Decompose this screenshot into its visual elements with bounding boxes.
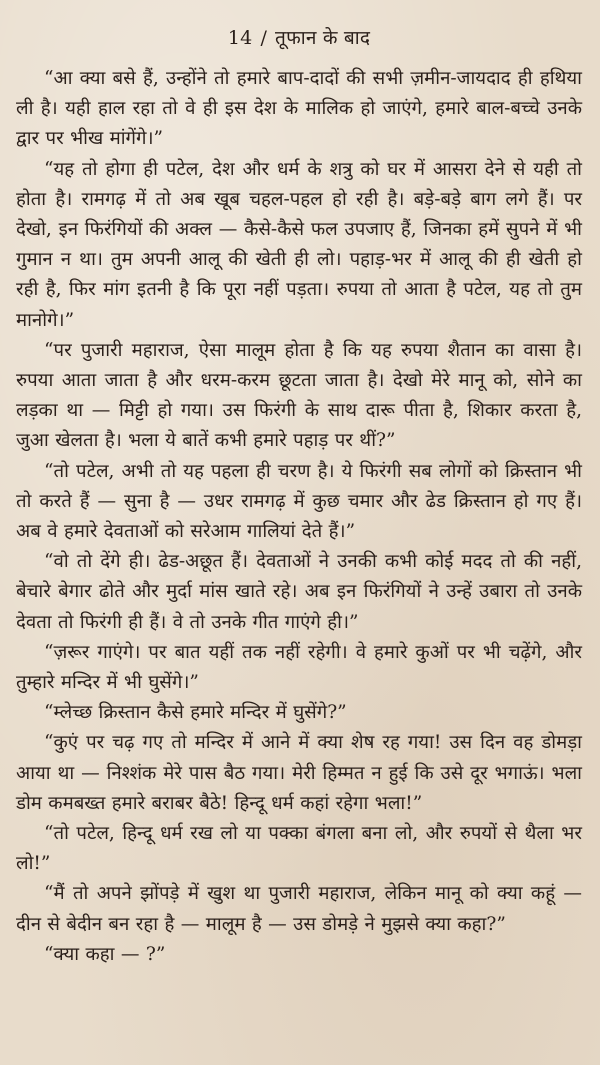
paragraph: “क्या कहा — ?” bbox=[44, 943, 166, 965]
paragraph: “तो पटेल, हिन्दू धर्म रख लो या पक्का बंगला बना लो, और रुपयों से थैला भर लो!” bbox=[16, 823, 582, 875]
paragraph: “वो तो देंगे ही। ढेड-अछूत हैं। देवताओं ने उनकी कभी कोई मदद तो की नहीं, बेचारे बेगार ढोते और मुर्दा मांस खाते रहे। अब इन फिरंगियों ने उन्हें उबारा तो उनके देवता तो फिरंगी ही हैं। वे तो उनके गीत गाएंगे ही।” bbox=[16, 551, 582, 633]
paragraph: “ज़रूर गाएंगे। पर बात यहीं तक नहीं रहेगी। वे हमारे कुओं पर भी चढ़ेंगे, और तुम्हारे मन्दिर में भी घुसेंगे।” bbox=[16, 641, 582, 694]
paragraph: “मैं तो अपने झोंपड़े में खुश था पुजारी महाराज, लेकिन मानू को क्या कहूं — दीन से बेदीन बन रहा है — मालूम है — उस डोमड़े ने मुझसे क्या कहा?” bbox=[16, 883, 582, 935]
paragraph: “म्लेच्छ क्रिस्तान कैसे हमारे मन्दिर में घुसेंगे?” bbox=[44, 702, 347, 724]
page-number: 14 bbox=[227, 27, 253, 49]
book-title: तूफान के बाद bbox=[275, 27, 371, 49]
paragraph: “कुएं पर चढ़ गए तो मन्दिर में आने में क्या शेष रह गया! उस दिन वह डोमड़ा आया था — निश्शंक मेरे पास बैठ गया। मेरी हिम्मत न हुई कि उसे दूर भगाऊं। भला डोम कमबख्त हमारे बराबर बैठे! हिन्दू धर्म कहां रहेगा भला!” bbox=[16, 732, 582, 814]
header-separator: / bbox=[260, 27, 268, 49]
paragraph: “तो पटेल, अभी तो यह पहला ही चरण है। ये फिरंगी सब लोगों को क्रिस्तान भी तो करते हैं — सुना है — उधर रामगढ़ में कुछ चमार और ढेड क्रिस्तान हो गए हैं। अब वे हमारे देवताओं को सरेआम गालियां देते हैं।” bbox=[16, 460, 582, 543]
paragraph: “यह तो होगा ही पटेल, देश और धर्म के शत्रु को घर में आसरा देने से यही तो होता है। रामगढ़ में तो अब खूब चहल-पहल हो रही है। बड़े-बड़े बाग लगे हैं। पर देखो, इन फिरंगियों की अक्ल — कैसे-कैसे फल उपजाए हैं, जिनका हमें सुपने में भी गुमान न था। तुम अपनी आलू की खेती ही लो। पहाड़-भर में आलू की ही खेती हो रही है, फिर मांग इतनी है कि पूरा नहीं पड़ता। रुपया तो आता है पटेल, यह तो तुम मानोगे।” bbox=[16, 158, 582, 331]
paragraph: “आ क्या बसे हैं, उन्होंने तो हमारे बाप-दादों की सभी ज़मीन-जायदाद ही हथिया ली है। यही हाल रहा तो वे ही इस देश के मालिक हो जाएंगे, हमारे बाल-बच्चे उनके द्वार पर भीख मांगेंगे।” bbox=[16, 68, 582, 150]
paragraph: “पर पुजारी महाराज, ऐसा मालूम होता है कि यह रुपया शैतान का वासा है। रुपया आता जाता है और धरम-करम छूटता जाता है। देखो मेरे मानू को, सोने का लड़का था — मिट्टी हो गया। उस फिरंगी के साथ दारू पीता है, शिकार करता है, जुआ खेलता है। भला ये बातें कभी हमारे पहाड़ पर थीं?” bbox=[16, 339, 582, 452]
page-header bbox=[16, 26, 582, 50]
page-body bbox=[16, 64, 582, 970]
